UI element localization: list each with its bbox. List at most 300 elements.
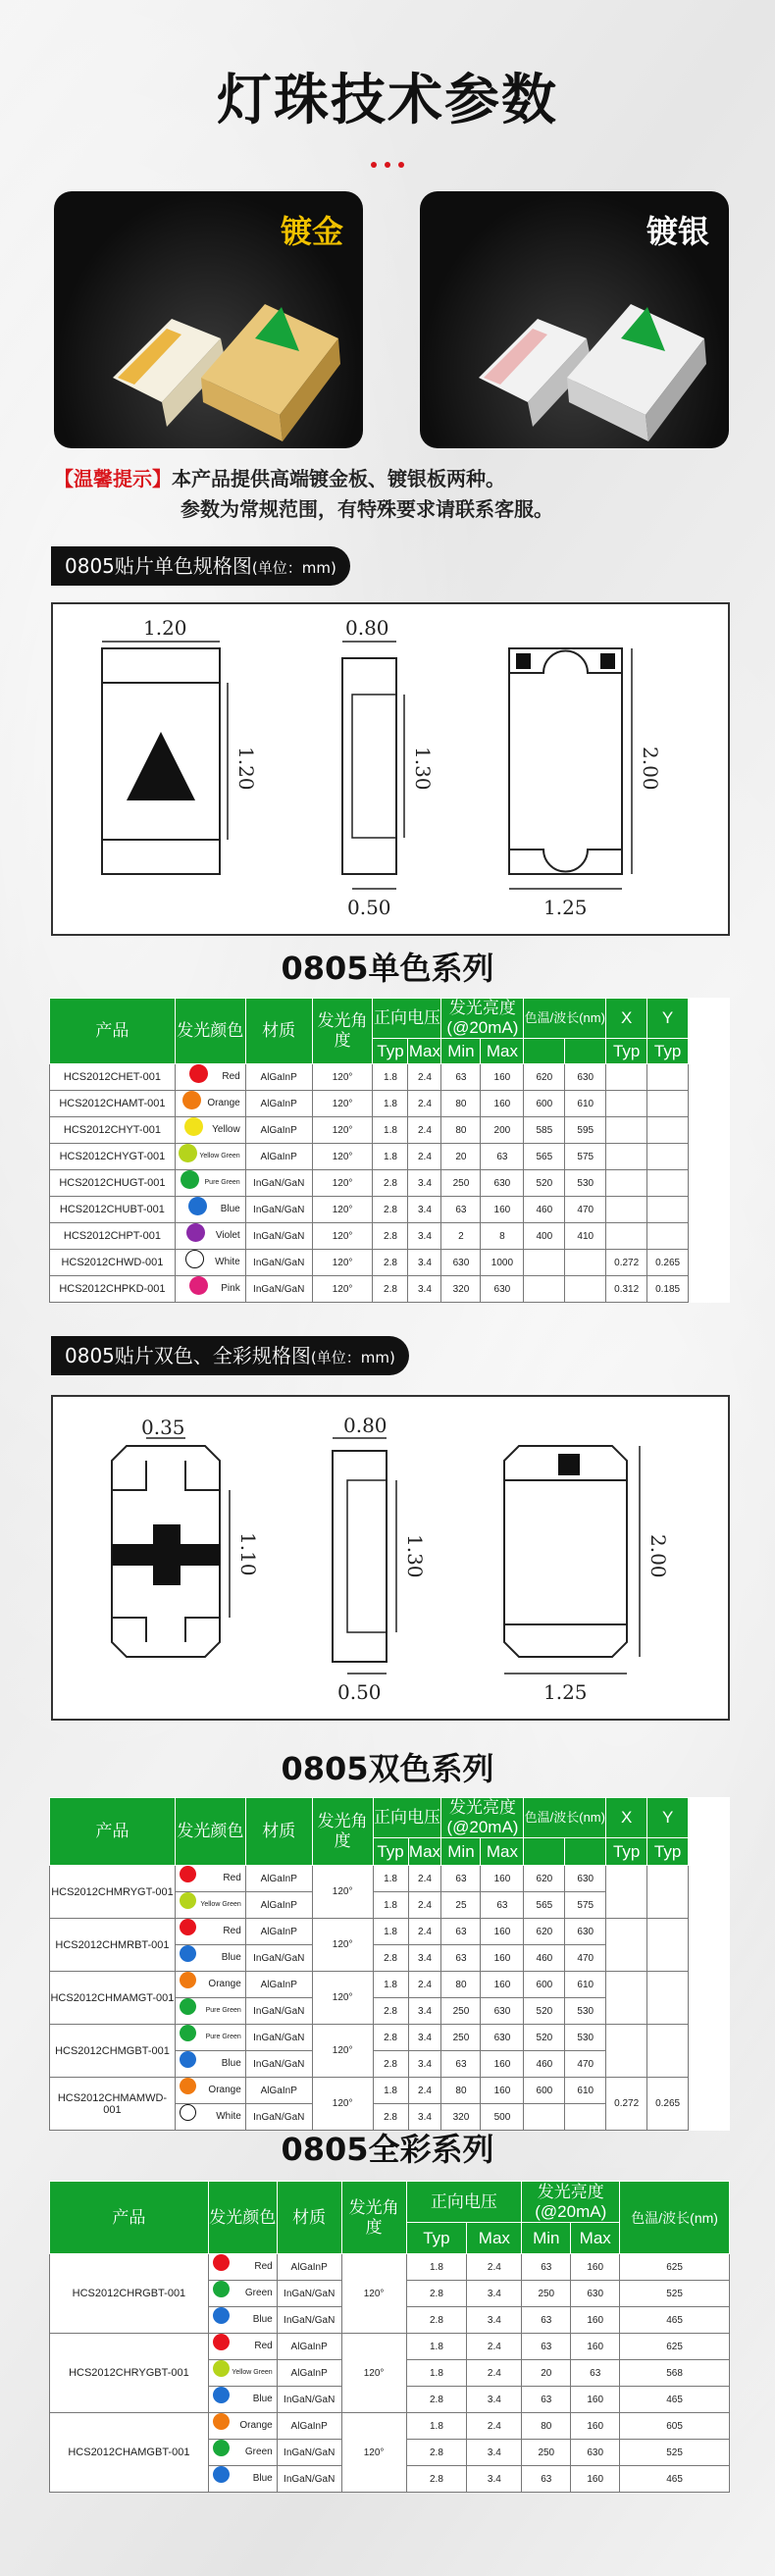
material-cell: InGaN/GaN xyxy=(245,1945,312,1972)
color-cell xyxy=(175,1197,245,1223)
vt-cell: 1.8 xyxy=(373,1892,408,1919)
w1-cell: 565 xyxy=(524,1892,565,1919)
table-row xyxy=(50,1223,730,1250)
x-cell xyxy=(606,1866,647,1919)
table-row xyxy=(50,1276,730,1303)
table-row xyxy=(50,2334,730,2360)
product-cell: HCS2012CHAMT-001 xyxy=(50,1091,176,1117)
fhdr-angle: 发光角度 xyxy=(341,2182,406,2254)
fhdr-iv xyxy=(522,2182,620,2223)
title-dots xyxy=(0,153,775,172)
w1-cell: 620 xyxy=(524,1064,565,1091)
mono-series-title: 0805单色系列 xyxy=(281,950,494,987)
color-cell xyxy=(208,2387,277,2413)
w2-cell: 530 xyxy=(565,1170,606,1197)
color-name: Orange xyxy=(239,2420,273,2431)
imin-cell: 630 xyxy=(441,1250,481,1276)
vt-cell: 1.8 xyxy=(406,2334,467,2360)
color-cell xyxy=(175,1866,245,1892)
table-row xyxy=(50,2254,730,2281)
angle-cell: 120° xyxy=(312,1170,373,1197)
color-dot-icon xyxy=(180,2025,196,2041)
product-cell: HCS2012CHMAMGT-001 xyxy=(50,1972,176,2025)
color-dot-icon xyxy=(180,1945,196,1962)
color-dot-icon xyxy=(213,2334,230,2350)
dim2-side-height: 1.30 xyxy=(403,1534,427,1578)
color-cell xyxy=(175,1064,245,1091)
dim2-side-pad: 0.50 xyxy=(337,1680,382,1704)
imax-cell: 160 xyxy=(481,1091,524,1117)
color-cell xyxy=(175,1945,245,1972)
material-cell: InGaN/GaN xyxy=(245,1170,312,1197)
color-name: Red xyxy=(254,2341,273,2351)
vm-cell: 3.4 xyxy=(467,2387,522,2413)
product-cell: HCS2012CHYT-001 xyxy=(50,1117,176,1144)
color-dot-icon xyxy=(213,2281,230,2297)
imin-cell: 63 xyxy=(522,2307,571,2334)
angle-cell: 120° xyxy=(312,1276,373,1303)
material-cell: InGaN/GaN xyxy=(245,2025,312,2051)
w1-cell: 600 xyxy=(524,2078,565,2104)
material-cell: InGaN/GaN xyxy=(245,2051,312,2078)
fhdr-iv-max: Max xyxy=(571,2223,620,2254)
dim-bottom-length: 2.00 xyxy=(639,747,662,791)
color-cell xyxy=(208,2281,277,2307)
y-cell xyxy=(647,1919,689,1972)
mono-spec-label-text: 0805贴片单色规格图 xyxy=(65,554,252,578)
dual-series-title: 0805双色系列 xyxy=(281,1750,494,1787)
table-row xyxy=(50,1866,730,1892)
imin-cell: 63 xyxy=(441,1866,481,1892)
product-cell: HCS2012CHPT-001 xyxy=(50,1223,176,1250)
color-name: Orange xyxy=(208,2085,241,2095)
wl-cell: 625 xyxy=(620,2334,730,2360)
vm-cell: 3.4 xyxy=(467,2307,522,2334)
table-row xyxy=(50,2078,730,2104)
vm-cell: 2.4 xyxy=(408,1972,441,1998)
x-cell xyxy=(606,1064,647,1091)
mono-drawing-svg xyxy=(53,604,728,934)
vt-cell: 2.8 xyxy=(373,2104,408,2131)
imin-cell: 80 xyxy=(441,1117,481,1144)
material-cell: InGaN/GaN xyxy=(277,2307,341,2334)
color-cell xyxy=(208,2360,277,2387)
color-dot-icon xyxy=(179,1144,197,1162)
dim2-side-depth: 0.80 xyxy=(343,1414,388,1437)
imax-cell: 200 xyxy=(481,1117,524,1144)
color-name: Blue xyxy=(252,2473,273,2484)
imin-cell: 80 xyxy=(522,2413,571,2440)
vt-cell: 2.8 xyxy=(373,1197,408,1223)
vt-cell: 2.8 xyxy=(406,2466,467,2493)
color-dot-icon xyxy=(180,1866,196,1882)
dim2-pad-width: 0.35 xyxy=(141,1416,185,1439)
y-cell xyxy=(647,1972,689,2025)
w2-cell: 470 xyxy=(565,2051,606,2078)
imax-cell: 8 xyxy=(481,1223,524,1250)
imax-cell: 1000 xyxy=(481,1250,524,1276)
color-dot-icon xyxy=(213,2360,230,2377)
hdr-iv-cond: (@20mA) xyxy=(446,1018,519,1037)
vt-cell: 1.8 xyxy=(406,2360,467,2387)
color-dot-icon xyxy=(189,1276,208,1295)
angle-cell: 120° xyxy=(312,1064,373,1091)
imin-cell: 63 xyxy=(522,2254,571,2281)
w1-cell: 460 xyxy=(524,1197,565,1223)
vm-cell: 2.4 xyxy=(467,2413,522,2440)
angle-cell: 120° xyxy=(312,1091,373,1117)
product-cell: HCS2012CHPKD-001 xyxy=(50,1276,176,1303)
product-cell: HCS2012CHAMGBT-001 xyxy=(50,2413,209,2493)
imin-cell: 63 xyxy=(441,1945,481,1972)
gold-plated-photo xyxy=(54,191,363,448)
x-cell xyxy=(606,1197,647,1223)
angle-cell: 120° xyxy=(341,2254,406,2334)
material-cell: InGaN/GaN xyxy=(277,2440,341,2466)
angle-cell: 120° xyxy=(312,2078,373,2131)
color-cell xyxy=(208,2307,277,2334)
dhdr-wl-b xyxy=(565,1838,606,1866)
color-cell xyxy=(175,1972,245,1998)
dhdr-vf-max: Max xyxy=(408,1838,441,1866)
vm-cell: 2.4 xyxy=(408,1091,441,1117)
material-cell: InGaN/GaN xyxy=(245,1276,312,1303)
imax-cell: 630 xyxy=(481,1170,524,1197)
material-cell: AlGaInP xyxy=(277,2334,341,2360)
hdr-y: Y xyxy=(647,999,689,1039)
hdr-vf-max: Max xyxy=(408,1039,441,1064)
vt-cell: 2.8 xyxy=(373,2051,408,2078)
color-name: Green xyxy=(244,2288,273,2298)
product-cell: HCS2012CHRYGBT-001 xyxy=(50,2334,209,2413)
w1-cell: 600 xyxy=(524,1972,565,1998)
imin-cell: 25 xyxy=(441,1892,481,1919)
vm-cell: 2.4 xyxy=(408,2078,441,2104)
hdr-iv-text: 发光亮度 xyxy=(448,999,516,1017)
w2-cell: 610 xyxy=(565,2078,606,2104)
vm-cell: 3.4 xyxy=(408,1250,441,1276)
material-cell: AlGaInP xyxy=(277,2254,341,2281)
imax-cell: 63 xyxy=(571,2360,620,2387)
color-cell xyxy=(175,2051,245,2078)
x-cell xyxy=(606,1091,647,1117)
vt-cell: 1.8 xyxy=(373,1064,408,1091)
dhdr-iv-min: Min xyxy=(441,1838,481,1866)
w2-cell: 530 xyxy=(565,2025,606,2051)
color-dot-icon xyxy=(184,1117,203,1136)
vt-cell: 1.8 xyxy=(373,1091,408,1117)
vt-cell: 1.8 xyxy=(373,2078,408,2104)
color-name: Orange xyxy=(207,1098,240,1108)
hdr-vf: 正向电压 xyxy=(373,999,441,1039)
mono-spec-unit: (单位：mm) xyxy=(251,559,336,577)
fhdr-color: 发光颜色 xyxy=(208,2182,277,2254)
angle-cell: 120° xyxy=(312,1972,373,2025)
color-dot-icon xyxy=(188,1197,207,1215)
w2-cell xyxy=(565,1250,606,1276)
color-dot-icon xyxy=(213,2307,230,2324)
w2-cell xyxy=(565,1276,606,1303)
imin-cell: 250 xyxy=(441,2025,481,2051)
wl-cell: 465 xyxy=(620,2307,730,2334)
color-name: Red xyxy=(223,1873,241,1883)
table-row xyxy=(50,1064,730,1091)
table-row xyxy=(50,1250,730,1276)
hdr-wl: 色温/波长(nm) xyxy=(524,999,606,1039)
imax-cell: 160 xyxy=(571,2413,620,2440)
vt-cell: 1.8 xyxy=(373,1919,408,1945)
dhdr-wl: 色温/波长(nm) xyxy=(524,1798,606,1838)
imax-cell: 160 xyxy=(571,2466,620,2493)
angle-cell: 120° xyxy=(312,2025,373,2078)
vm-cell: 3.4 xyxy=(408,1223,441,1250)
color-dot-icon xyxy=(181,1170,199,1189)
full-spec-table xyxy=(49,2181,730,2493)
w1-cell: 565 xyxy=(524,1144,565,1170)
gold-label: 镀金 xyxy=(280,213,343,250)
imax-cell: 63 xyxy=(481,1892,524,1919)
fhdr-product: 产品 xyxy=(50,2182,209,2254)
notice-line2: 参数为常规范围，有特殊要求请联系客服。 xyxy=(181,497,553,521)
color-dot-icon xyxy=(213,2466,230,2483)
imax-cell: 160 xyxy=(481,1866,524,1892)
vm-cell: 3.4 xyxy=(467,2440,522,2466)
imax-cell: 160 xyxy=(481,1064,524,1091)
wl-cell: 625 xyxy=(620,2254,730,2281)
color-name: Yellow Green xyxy=(232,2369,273,2376)
color-name: Blue xyxy=(220,1204,240,1214)
material-cell: AlGaInP xyxy=(245,1866,312,1892)
w1-cell: 620 xyxy=(524,1866,565,1892)
color-dot-icon xyxy=(186,1223,205,1242)
material-cell: AlGaInP xyxy=(245,1144,312,1170)
color-cell xyxy=(208,2254,277,2281)
w1-cell xyxy=(524,1250,565,1276)
dhdr-product: 产品 xyxy=(50,1798,176,1866)
imin-cell: 250 xyxy=(441,1998,481,2025)
dim-top-height: 1.20 xyxy=(234,747,258,791)
color-name: Green xyxy=(244,2447,273,2457)
color-dot-icon xyxy=(180,1919,196,1935)
dual-spec-table xyxy=(49,1797,730,2131)
material-cell: InGaN/GaN xyxy=(277,2466,341,2493)
vt-cell: 2.8 xyxy=(406,2387,467,2413)
vm-cell: 3.4 xyxy=(467,2466,522,2493)
y-cell xyxy=(647,1064,689,1091)
imin-cell: 63 xyxy=(522,2334,571,2360)
material-cell: InGaN/GaN xyxy=(245,1250,312,1276)
imax-cell: 630 xyxy=(571,2281,620,2307)
imax-cell: 63 xyxy=(481,1144,524,1170)
vm-cell: 3.4 xyxy=(408,1276,441,1303)
color-name: Pink xyxy=(221,1283,240,1294)
fhdr-vf-typ: Typ xyxy=(406,2223,467,2254)
table-row xyxy=(50,1197,730,1223)
dhdr-iv xyxy=(441,1798,524,1838)
vt-cell: 1.8 xyxy=(373,1972,408,1998)
hdr-iv-min: Min xyxy=(441,1039,481,1064)
color-name: Pure Green xyxy=(205,2007,241,2014)
x-cell xyxy=(606,1223,647,1250)
color-cell xyxy=(175,1998,245,2025)
color-dot-icon xyxy=(185,1250,204,1268)
color-name: Violet xyxy=(215,1230,240,1241)
imin-cell: 63 xyxy=(522,2387,571,2413)
w2-cell: 630 xyxy=(565,1919,606,1945)
color-name: Red xyxy=(254,2261,273,2272)
w2-cell: 610 xyxy=(565,1091,606,1117)
wl-cell: 605 xyxy=(620,2413,730,2440)
material-cell: AlGaInP xyxy=(245,1972,312,1998)
dhdr-iv-text: 发光亮度 xyxy=(448,1798,516,1817)
w2-cell: 530 xyxy=(565,1998,606,2025)
vt-cell: 2.8 xyxy=(373,2025,408,2051)
dim-side-depth: 0.80 xyxy=(345,616,389,640)
table-row xyxy=(50,1091,730,1117)
product-cell: HCS2012CHMRBT-001 xyxy=(50,1919,176,1972)
w1-cell: 620 xyxy=(524,1919,565,1945)
fhdr-vf-max: Max xyxy=(467,2223,522,2254)
imax-cell: 160 xyxy=(481,1972,524,1998)
color-cell xyxy=(175,2078,245,2104)
imax-cell: 630 xyxy=(481,2025,524,2051)
dhdr-material: 材质 xyxy=(245,1798,312,1866)
product-cell: HCS2012CHUGT-001 xyxy=(50,1170,176,1197)
table-row xyxy=(50,1919,730,1945)
dhdr-iv-max: Max xyxy=(481,1838,524,1866)
dhdr-color: 发光颜色 xyxy=(175,1798,245,1866)
imax-cell: 160 xyxy=(481,2078,524,2104)
vm-cell: 2.4 xyxy=(467,2334,522,2360)
vm-cell: 2.4 xyxy=(408,1117,441,1144)
vm-cell: 3.4 xyxy=(408,2025,441,2051)
table-row xyxy=(50,1972,730,1998)
product-cell: HCS2012CHET-001 xyxy=(50,1064,176,1091)
product-cell: HCS2012CHRGBT-001 xyxy=(50,2254,209,2334)
imin-cell: 320 xyxy=(441,2104,481,2131)
imax-cell: 160 xyxy=(481,1919,524,1945)
vm-cell: 3.4 xyxy=(408,1197,441,1223)
material-cell: AlGaInP xyxy=(245,1892,312,1919)
material-cell: InGaN/GaN xyxy=(245,1223,312,1250)
w1-cell: 460 xyxy=(524,1945,565,1972)
table-row xyxy=(50,1144,730,1170)
dual-spec-label-text: 0805贴片双色、全彩规格图 xyxy=(65,1344,311,1367)
color-name: Pure Green xyxy=(204,1179,240,1186)
imax-cell: 630 xyxy=(481,1998,524,2025)
hdr-y-typ: Typ xyxy=(647,1039,689,1064)
material-cell: AlGaInP xyxy=(277,2360,341,2387)
product-cell: HCS2012CHUBT-001 xyxy=(50,1197,176,1223)
wl-cell: 465 xyxy=(620,2466,730,2493)
w1-cell: 585 xyxy=(524,1117,565,1144)
color-dot-icon xyxy=(180,1972,196,1988)
x-cell xyxy=(606,1170,647,1197)
hdr-x: X xyxy=(606,999,647,1039)
imax-cell: 500 xyxy=(481,2104,524,2131)
color-cell xyxy=(208,2413,277,2440)
imin-cell: 250 xyxy=(441,1170,481,1197)
dim-side-pad: 0.50 xyxy=(347,896,391,919)
product-cell: HCS2012CHMAMWD-001 xyxy=(50,2078,176,2131)
color-cell xyxy=(175,2025,245,2051)
w1-cell: 520 xyxy=(524,2025,565,2051)
color-dot-icon xyxy=(180,2051,196,2068)
notice xyxy=(54,464,553,525)
color-dot-icon xyxy=(182,1091,201,1109)
x-cell xyxy=(606,1972,647,2025)
dim-top-width: 1.20 xyxy=(143,616,187,640)
hdr-product: 产品 xyxy=(50,999,176,1064)
x-cell: 0.272 xyxy=(606,1250,647,1276)
imin-cell: 63 xyxy=(441,1197,481,1223)
wl-cell: 525 xyxy=(620,2281,730,2307)
product-cell: HCS2012CHMGBT-001 xyxy=(50,2025,176,2078)
hdr-angle: 发光角度 xyxy=(312,999,373,1064)
y-cell xyxy=(647,1091,689,1117)
color-name: Yellow Green xyxy=(200,1901,241,1908)
color-name: Yellow Green xyxy=(199,1153,240,1159)
dhdr-x: X xyxy=(606,1798,647,1838)
angle-cell: 120° xyxy=(341,2334,406,2413)
imin-cell: 2 xyxy=(441,1223,481,1250)
vt-cell: 1.8 xyxy=(406,2413,467,2440)
material-cell: AlGaInP xyxy=(245,1064,312,1091)
notice-line1: 本产品提供高端镀金板、镀银板两种。 xyxy=(172,467,505,490)
vt-cell: 1.8 xyxy=(373,1144,408,1170)
y-cell xyxy=(647,1170,689,1197)
color-name: Red xyxy=(222,1071,240,1082)
w2-cell: 575 xyxy=(565,1892,606,1919)
w2-cell: 630 xyxy=(565,1866,606,1892)
color-cell xyxy=(175,1919,245,1945)
full-series-title: 0805全彩系列 xyxy=(281,2131,494,2168)
vm-cell: 2.4 xyxy=(408,1144,441,1170)
color-dot-icon xyxy=(213,2440,230,2456)
material-cell: InGaN/GaN xyxy=(277,2281,341,2307)
color-cell xyxy=(175,1091,245,1117)
color-cell xyxy=(175,1117,245,1144)
imin-cell: 80 xyxy=(441,2078,481,2104)
angle-cell: 120° xyxy=(341,2413,406,2493)
x-cell xyxy=(606,1144,647,1170)
angle-cell: 120° xyxy=(312,1250,373,1276)
vt-cell: 2.8 xyxy=(373,1170,408,1197)
color-cell xyxy=(208,2334,277,2360)
color-name: White xyxy=(216,2111,241,2122)
color-dot-icon xyxy=(213,2387,230,2403)
color-cell xyxy=(175,1892,245,1919)
vt-cell: 1.8 xyxy=(373,1117,408,1144)
color-dot-icon xyxy=(213,2413,230,2430)
hdr-x-typ: Typ xyxy=(606,1039,647,1064)
imax-cell: 630 xyxy=(481,1276,524,1303)
hdr-material: 材质 xyxy=(245,999,312,1064)
vt-cell: 2.8 xyxy=(373,1998,408,2025)
color-name: Red xyxy=(223,1926,241,1936)
y-cell: 0.265 xyxy=(647,2078,689,2131)
wl-cell: 465 xyxy=(620,2387,730,2413)
angle-cell: 120° xyxy=(312,1919,373,1972)
material-cell: AlGaInP xyxy=(245,1117,312,1144)
imin-cell: 20 xyxy=(522,2360,571,2387)
imax-cell: 160 xyxy=(571,2307,620,2334)
color-dot-icon xyxy=(180,1998,196,2015)
material-cell: AlGaInP xyxy=(245,1919,312,1945)
angle-cell: 120° xyxy=(312,1144,373,1170)
hdr-color: 发光颜色 xyxy=(175,999,245,1064)
dhdr-wl-a xyxy=(524,1838,565,1866)
